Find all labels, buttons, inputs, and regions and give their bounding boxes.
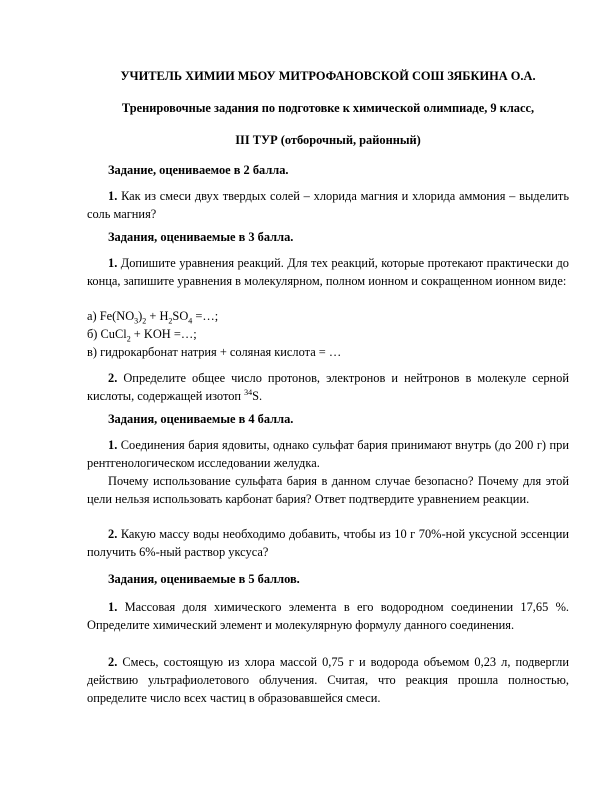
author-header: УЧИТЕЛЬ ХИМИИ МБОУ МИТРОФАНОВСКОЙ СОШ ЗЯБКИНА О.А. (120, 69, 536, 83)
task-text: Определите общее число протонов, электронов и нейтронов в молекуле серной кислоты, содержащей изотоп (87, 371, 569, 403)
section-2-heading: Задание, оцениваемое в 2 балла. (108, 163, 289, 177)
section-5-task-1 (87, 599, 569, 635)
section-4-heading: Задания, оцениваемые в 4 балла. (108, 412, 294, 426)
task-number: 1. (108, 600, 118, 614)
task-text: Соединения бария ядовиты, однако сульфат бария принимают внутрь (до 200 г) при рентгенологическом исследовании желудка. (87, 438, 569, 470)
section-3-heading: Задания, оцениваемые в 3 балла. (108, 230, 294, 244)
section-5-task-2 (87, 654, 569, 707)
isotope-symbol: S. (252, 388, 263, 403)
task-number: 2. (108, 655, 118, 669)
task-number: 2. (108, 371, 118, 385)
equation-b: б) CuCl$_2$ + KOH =…; (87, 327, 197, 344)
task-text: Как из смеси двух твердых солей – хлорида магния и хлорида аммония – выделить соль магния? (87, 189, 569, 221)
equation-c: в) гидрокарбонат натрия + соляная кислота = … (87, 345, 342, 359)
section-4-task-2 (87, 526, 569, 562)
task-number: 2. (108, 527, 118, 541)
task-number: 1. (108, 438, 118, 452)
equation-a: а) $Fe(NO_3)_2 + H_2SO_4$ =…; (87, 309, 219, 326)
task-text: Допишите уравнения реакций. Для тех реакций, которые протекают практически до конца, запишите уравнения в молекулярном, полном ионном и сокращенном ионном виде: (87, 256, 569, 288)
task-text: Какую массу воды необходимо добавить, чтобы из 10 г 70%-ной уксусной эссенции получить 6%-ный раствор уксуса? (87, 527, 569, 559)
document-title: Тренировочные задания по подготовке к химической олимпиаде, 9 класс, (121, 101, 535, 115)
task-text: Массовая доля химического элемента в его водородном соединении 17,65 %. Определите химический элемент и молекулярную формулу данного соединения. (87, 600, 569, 632)
section-4-task-1-question: Почему использование сульфата бария в данном случае безопасно? Почему для этой цели нельзя использовать карбонат бария? Ответ подтвердите уравнением реакции. (87, 474, 569, 506)
task-number: 1. (108, 256, 118, 270)
section-4-task-1 (87, 437, 569, 473)
task-text: Смесь, состоящую из хлора массой 0,75 г и водорода объемом 0,23 л, подвергли действию ультрафиолетового облучения. Считая, что реакция прошла полностью, определите число всех частиц в образовавшейся смеси. (87, 655, 569, 705)
section-3-task-2 (87, 370, 569, 406)
task-number: 1. (108, 189, 118, 203)
section-5-heading: Задания, оцениваемые в 5 баллов. (108, 572, 300, 586)
isotope-mass-number: 34 (244, 387, 253, 397)
section-2-task-1 (87, 188, 569, 224)
tour-title: III ТУР (отборочный, районный) (235, 133, 421, 147)
section-3-task-1 (87, 255, 569, 291)
